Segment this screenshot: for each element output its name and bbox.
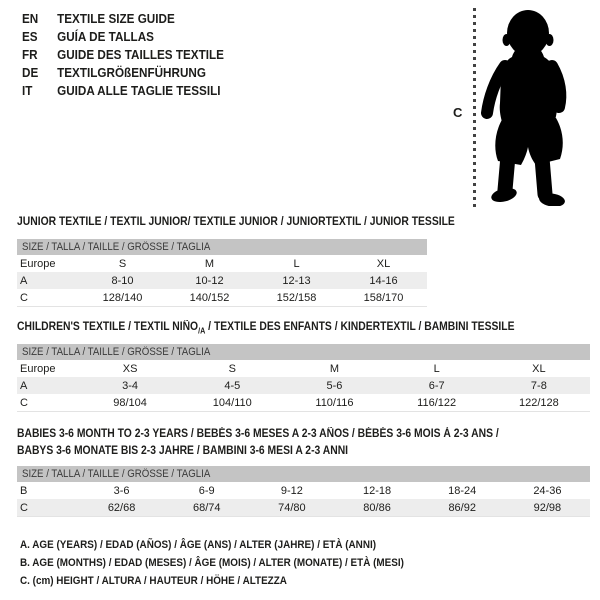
lang-label: GUIDE DES TAILLES TEXTILE [57,47,224,62]
value-cell: 80/86 [363,501,391,514]
lang-label: TEXTILE SIZE GUIDE [57,11,175,26]
babies-size-table [17,482,590,517]
row-label-cell: C [20,396,28,409]
value-cell: M [329,362,340,375]
junior-size-table [17,255,427,307]
value-cell: 24-36 [533,484,562,497]
value-cell: XS [122,362,138,375]
value-cell: XL [532,362,546,375]
size-header-band [17,466,590,482]
table-row [17,482,590,499]
babies-table [17,466,590,517]
lang-code: FR [22,47,38,62]
lang-code: DE [22,65,39,80]
value-cell: 5-6 [326,379,343,392]
value-cell: 8-10 [111,274,134,287]
value-cell: 6-7 [428,379,445,392]
lang-label: TEXTILGRÖßENFÜHRUNG [57,65,206,80]
row-label-cell: B [20,484,28,497]
value-cell: 128/140 [102,291,143,304]
lang-row-it [22,82,224,100]
lang-label: GUIDA ALLE TAGLIE TESSILI [57,83,221,98]
size-header-band [17,239,427,255]
value-cell: 110/116 [315,396,354,409]
row-label-cell: Europe [20,257,56,270]
value-cell: 140/152 [189,291,230,304]
babies-table-title [17,426,499,460]
table-row [17,394,590,412]
table-row [17,255,427,272]
value-cell: 10-12 [195,274,224,287]
children-table-title [17,319,515,339]
footnotes [20,536,404,590]
value-cell: 62/68 [107,501,136,514]
size-header-text: SIZE / TALLA / TAILLE / GRÖSSE / TAGLIA [22,346,211,358]
size-header-text: SIZE / TALLA / TAILLE / GRÖSSE / TAGLIA [22,468,211,480]
table-row [17,377,590,394]
babies-title-line1: BABIES 3-6 MONTH TO 2-3 YEARS / BEBÉS 3-6 MESES A 2-3 AÑOS / BÉBÉS 3-6 MOIS À 2-3 ANS / [17,428,499,440]
value-cell: 6-9 [198,484,215,497]
value-cell: 74/80 [278,501,306,514]
children-table [17,344,590,412]
value-cell: 116/122 [417,396,457,409]
value-cell: 98/104 [113,396,147,409]
value-cell: 12-18 [362,484,392,497]
row-label-cell: Europe [20,362,56,375]
height-reference-line [473,8,476,208]
row-label-cell: A [20,274,28,287]
lang-row-de [22,64,224,82]
value-cell: 18-24 [448,484,477,497]
lang-row-en [22,10,224,28]
value-cell: 14-16 [369,274,398,287]
row-label-cell: C [20,291,28,304]
babies-title-line2: BABYS 3-6 MONATE BIS 2-3 JAHRE / BAMBINI 3-6 MESI A 2-3 ANNI [17,445,349,457]
value-cell: 9-12 [280,484,303,497]
value-cell: L [433,362,440,375]
value-cell: 3-6 [113,484,130,497]
table-row [17,499,590,517]
lang-row-es [22,28,224,46]
baby-silhouette-icon [481,6,571,206]
value-cell: S [228,362,236,375]
row-label-cell: C [20,501,28,514]
children-title-pre: CHILDREN'S TEXTILE / TEXTIL NIÑO [17,321,199,333]
table-row [17,272,427,289]
value-cell: 92/98 [533,501,562,514]
value-cell: 152/158 [276,291,317,304]
lang-row-fr [22,46,224,64]
value-cell: 12-13 [282,274,311,287]
children-size-table [17,360,590,412]
footnote-a: A. AGE (YEARS) / EDAD (AÑOS) / ÂGE (ANS) / ALTER (JAHRE) / ETÀ (ANNI) [20,539,377,551]
value-cell: 86/92 [448,501,476,514]
children-title-sub: /A [198,326,206,336]
value-cell: M [204,257,215,270]
junior-table [17,239,427,307]
lang-code: ES [22,29,38,44]
footnote-c: C. (cm) HEIGHT / ALTURA / HAUTEUR / HÖHE / ALTEZZA [20,575,287,587]
junior-table-title: JUNIOR TEXTILE / TEXTIL JUNIOR/ TEXTILE JUNIOR / JUNIORTEXTIL / JUNIOR TESSILE [17,216,455,228]
lang-code: EN [22,11,39,26]
value-cell: 104/110 [212,396,252,409]
value-cell: L [293,257,300,270]
footnote-b: B. AGE (MONTHS) / EDAD (MESES) / ÂGE (MOIS) / ALTER (MONATE) / ETÀ (MESI) [20,557,404,569]
lang-code: IT [22,83,33,98]
size-header-band [17,344,590,360]
value-cell: XL [376,257,391,270]
value-cell: 68/74 [192,501,221,514]
value-cell: 7-8 [530,379,547,392]
value-cell: 3-4 [122,379,139,392]
value-cell: 4-5 [224,379,241,392]
value-cell: 122/128 [518,396,559,409]
value-cell: 158/170 [363,291,404,304]
figure-height-label: C [453,105,463,120]
table-row [17,360,590,377]
children-title-post: / TEXTILE DES ENFANTS / KINDERTEXTIL / BAMBINI TESSILE [205,321,515,333]
language-guide [22,10,224,100]
row-label-cell: A [20,379,28,392]
size-header-text: SIZE / TALLA / TAILLE / GRÖSSE / TAGLIA [22,241,211,253]
lang-label: GUÍA DE TALLAS [57,29,154,44]
value-cell: S [118,257,127,270]
table-row [17,289,427,307]
